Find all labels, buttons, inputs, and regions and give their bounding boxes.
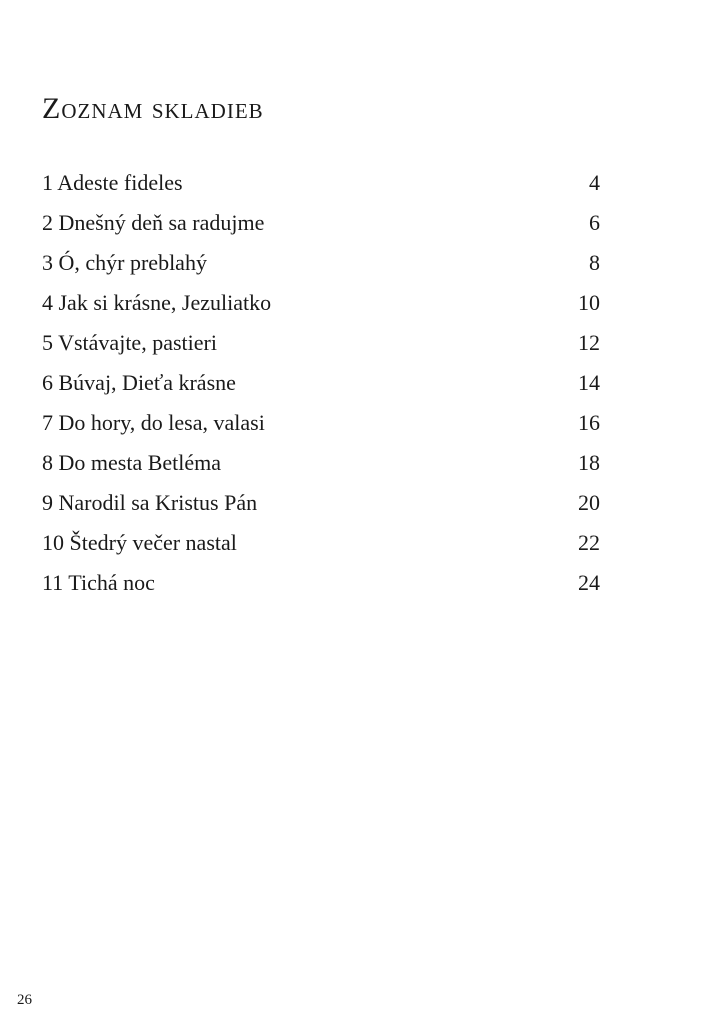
toc-entry-page: 6 xyxy=(589,210,600,235)
toc-entry-page: 12 xyxy=(578,330,600,355)
toc-entry-title: Jak si krásne, Jezuliatko xyxy=(58,290,272,315)
toc-entry-label xyxy=(42,486,257,520)
toc-entry-title: Do mesta Betléma xyxy=(58,450,222,475)
toc-entry xyxy=(42,566,602,606)
toc-entry-label xyxy=(42,566,155,600)
toc-entry-number: 3 xyxy=(42,250,53,275)
toc-entry-number: 4 xyxy=(42,290,53,315)
toc-entry xyxy=(42,446,602,486)
toc-entry-label xyxy=(42,326,217,360)
toc-entry-page: 10 xyxy=(578,290,600,315)
toc-entry xyxy=(42,286,602,326)
toc-entry-number: 11 xyxy=(42,570,64,595)
toc-entry-title: Tichá noc xyxy=(68,570,155,595)
toc-entry-page: 22 xyxy=(578,530,600,555)
toc-entry-number: 9 xyxy=(42,490,53,515)
toc-entry-label xyxy=(42,246,207,280)
table-of-contents xyxy=(42,166,602,606)
toc-entry xyxy=(42,366,602,406)
toc-entry-number: 6 xyxy=(42,370,53,395)
toc-entry xyxy=(42,246,602,286)
page-number: 26 xyxy=(17,992,32,1008)
toc-entry-page: 20 xyxy=(578,490,600,515)
toc-entry xyxy=(42,526,602,566)
toc-entry xyxy=(42,326,602,366)
toc-entry-label xyxy=(42,366,236,400)
toc-entry-title: Dnešný deň sa radujme xyxy=(58,210,265,235)
toc-entry-title: Štedrý večer nastal xyxy=(69,530,237,555)
toc-entry-label xyxy=(42,526,237,560)
toc-entry-number: 7 xyxy=(42,410,53,435)
toc-entry-label xyxy=(42,446,221,480)
page-title: Zoznam skladieb xyxy=(42,92,264,125)
toc-entry-label xyxy=(42,286,271,320)
toc-entry-number: 5 xyxy=(42,330,53,355)
toc-entry-title: Do hory, do lesa, valasi xyxy=(58,410,265,435)
toc-entry-title: Narodil sa Kristus Pán xyxy=(58,490,258,515)
toc-entry-title: Adeste fideles xyxy=(57,170,183,195)
toc-entry-page: 16 xyxy=(578,410,600,435)
toc-entry-title: Búvaj, Dieťa krásne xyxy=(58,370,236,395)
toc-entry-title: Vstávajte, pastieri xyxy=(58,330,217,355)
toc-entry-number: 2 xyxy=(42,210,53,235)
toc-entry-number: 8 xyxy=(42,450,53,475)
toc-entry-number: 1 xyxy=(42,170,53,195)
toc-entry-label xyxy=(42,206,264,240)
toc-entry xyxy=(42,166,602,206)
toc-entry xyxy=(42,486,602,526)
toc-entry xyxy=(42,206,602,246)
toc-entry-page: 8 xyxy=(589,250,600,275)
toc-entry-label xyxy=(42,166,183,200)
toc-entry-page: 18 xyxy=(578,450,600,475)
toc-entry-label xyxy=(42,406,265,440)
toc-entry xyxy=(42,406,602,446)
toc-entry-title: Ó, chýr preblahý xyxy=(58,250,207,275)
toc-entry-page: 14 xyxy=(578,370,600,395)
toc-entry-number: 10 xyxy=(42,530,64,555)
toc-entry-page: 4 xyxy=(589,170,600,195)
toc-entry-page: 24 xyxy=(578,570,600,595)
